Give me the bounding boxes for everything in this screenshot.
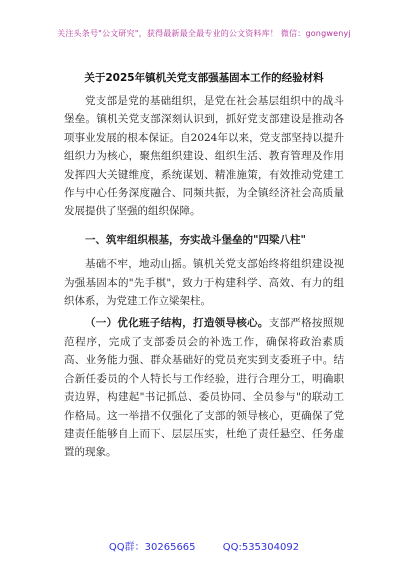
- contact-footer: [0, 538, 408, 553]
- qq-group-label: QQ群：30265665: [108, 542, 196, 553]
- document-title: 关于2025年镇机关党支部强基固本工作的经验材料: [84, 72, 324, 84]
- subsection-paragraph: [64, 314, 344, 461]
- subsection-heading: （一）优化班子结构，打造领导核心。: [85, 317, 269, 330]
- section-paragraph: 基础不牢，地动山摇。镇机关党支部始终将组织建设视为强基固本的"先手棋"，致力于构建科学、高效、有力的组织体系，为党建工作立梁架柱。: [64, 258, 344, 308]
- promo-header: 关注头条号"公文研究"，获得最新最全最专业的公文资料库！ 微信：gongwenyj: [57, 29, 351, 38]
- document-body: [64, 92, 344, 462]
- subsection-text: 支部严格按照规范程序，完成了支部委员会的补选工作，确保将政治素质高、业务能力强、群众基础好的党员充实到支委班子中。结合新任委员的个人特长与工作经验，进行合理分工，明确职责边界，构建起"书记抓总、委员协同、全员参与"的联动工作格局。这一举措不仅强化了支部的领导核心，更确保了党建责任能够自上而下、层层压实，杜绝了责任悬空、任务虚置的现象。: [64, 317, 345, 459]
- section-heading: 一、筑牢组织根基，夯实战斗堡垒的"四梁八柱": [85, 233, 306, 246]
- qq-label: QQ:535304092: [222, 542, 300, 553]
- intro-paragraph: 党支部是党的基础组织，是党在社会基层组织中的战斗堡垒。镇机关党支部深刻认识到，抓好党支部建设是推动各项事业发展的根本保证。自2024年以来，党支部坚持以提升组织力为核心，聚焦组织建设、组织生活、教育管理及作用发挥四大关键维度，系统谋划、精准施策，有效推动党建工作与中心任务深度融合、同频共振，为全镇经济社会高质量发展提供了坚强的组织保障。: [64, 95, 344, 218]
